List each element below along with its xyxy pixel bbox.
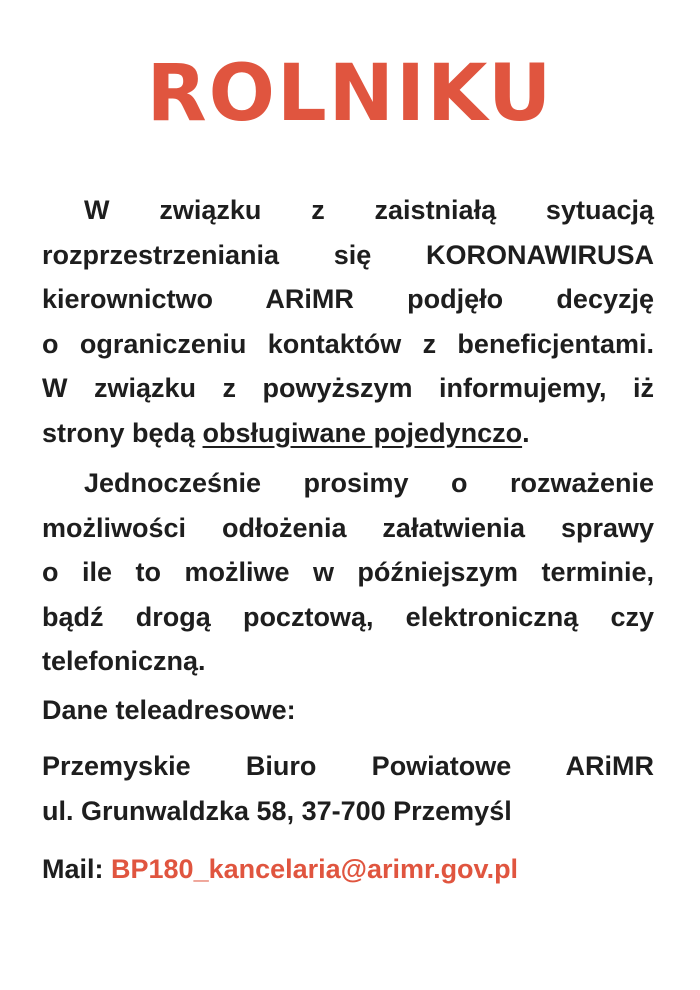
announcement-period: . bbox=[522, 417, 530, 448]
contact-office bbox=[42, 744, 654, 833]
announcement-text: strony będą bbox=[42, 417, 203, 448]
office-name: Przemyskie Biuro Powiatowe ARiMR bbox=[42, 751, 654, 781]
notice-body bbox=[42, 188, 654, 892]
request-line: bądź drogą pocztową, elektroniczną czy bbox=[42, 601, 654, 632]
mail-address-link[interactable]: BP180_kancelaria@arimr.gov.pl bbox=[111, 854, 519, 884]
announcement-line: W związku z zaistniałą sytuacją bbox=[84, 195, 654, 225]
mail-label: Mail: bbox=[42, 854, 112, 884]
paragraph-request bbox=[42, 461, 654, 684]
announcement-line-last bbox=[42, 411, 654, 456]
request-line: możliwości odłożenia załatwienia sprawy bbox=[42, 512, 654, 543]
request-line-last: telefoniczną. bbox=[42, 646, 206, 676]
announcement-line: rozprzestrzeniania się KORONAWIRUSA bbox=[42, 239, 654, 270]
request-line: o ile to możliwe w późniejszym terminie, bbox=[42, 557, 654, 587]
office-address: ul. Grunwaldzka 58, 37-700 Przemyśl bbox=[42, 795, 512, 826]
contact-heading: Dane teleadresowe: bbox=[42, 694, 296, 725]
underlined-emphasis: obsługiwane pojedynczo bbox=[202, 417, 523, 448]
request-line: Jednocześnie prosimy o rozważenie bbox=[84, 468, 654, 498]
announcement-line: kierownictwo ARiMR podjęło decyzję bbox=[42, 284, 654, 314]
announcement-line: o ograniczeniu kontaktów z beneficjentami. bbox=[42, 328, 654, 359]
paragraph-announcement bbox=[42, 188, 654, 455]
announcement-line: W związku z powyższym informujemy, iż bbox=[42, 373, 654, 403]
notice-title: ROLNIKU bbox=[146, 49, 554, 139]
contact-mail bbox=[42, 847, 654, 892]
